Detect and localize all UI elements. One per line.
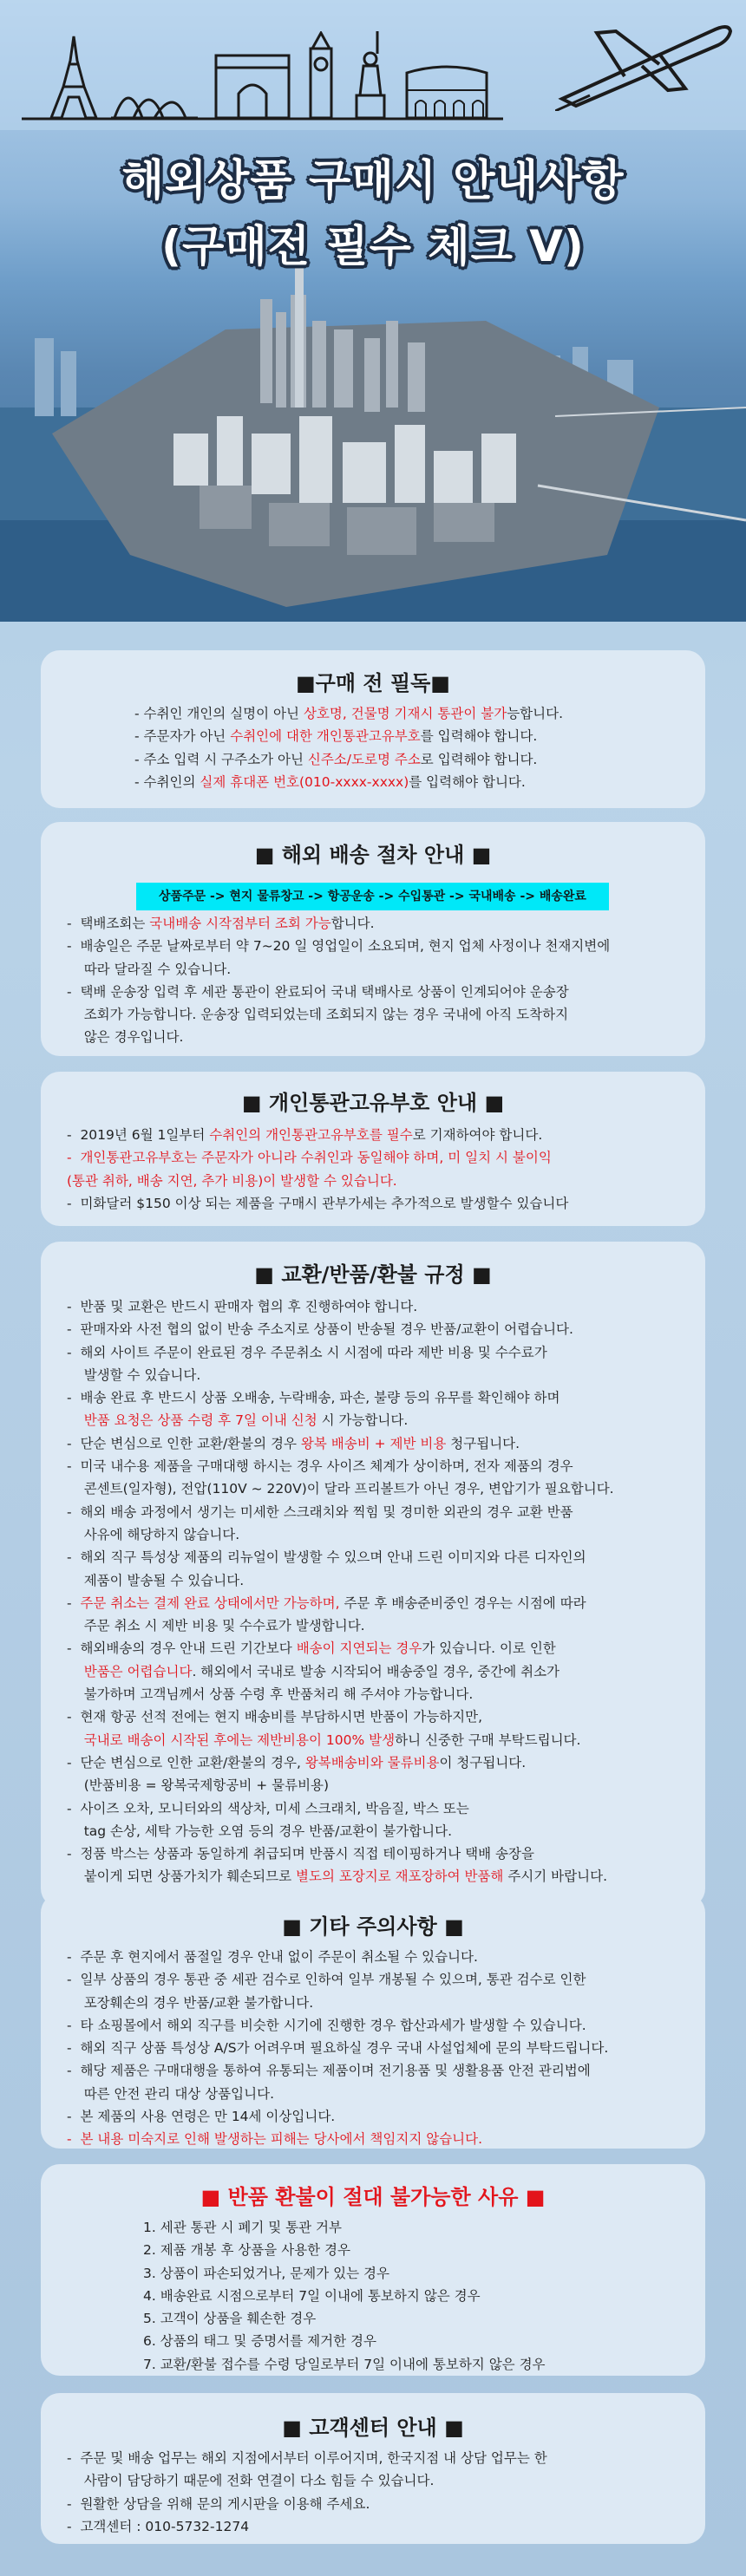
list-item: [67, 1968, 608, 1991]
text-segment: 불가하며 고객님께서 상품 수령 후 반품처리 해 주셔야 가능합니다.: [67, 1686, 474, 1703]
text-segment: (반품비용 = 왕복국제항공비 + 물류비용): [67, 1777, 330, 1794]
text-segment: - 주문자가 아닌: [134, 728, 231, 745]
list-item: [67, 1865, 614, 1888]
text-segment: - 반품 및 교환은 반드시 판매자 협의 후 진행하여야 합니다.: [67, 1299, 418, 1314]
list-item: [67, 1364, 614, 1386]
list-item: [67, 1751, 614, 1774]
text-segment: 따라 달라질 수 있습니다.: [67, 961, 232, 977]
list-item: [67, 1170, 568, 1192]
airplane-icon: [555, 16, 733, 111]
hero-title-line-2: (구매전 필수 체크 V): [161, 221, 585, 271]
text-segment: - 해당 제품은 구매대행을 통하여 유통되는 제품이며 전기용품 및 생활용품 안전 관리법에: [67, 2063, 591, 2079]
highlight-text: 반품은 어렵습니다: [83, 1663, 193, 1679]
other-notes-title: ■ 기타 주의사항 ■: [282, 1914, 464, 1939]
text-segment: - 택배조회는: [67, 916, 150, 931]
list-item: [67, 1192, 568, 1215]
list-item: [67, 935, 610, 957]
highlight-text: 별도의 포장지로 재포장하여 반품해: [296, 1868, 504, 1885]
highlight-text: 수취인의 개인통관고유부호를 필수: [209, 1127, 413, 1143]
text-segment: 가 있습니다. 이로 인한: [422, 1640, 556, 1657]
list-item: [67, 1546, 614, 1568]
list-item: [67, 1523, 614, 1546]
text-segment: - 판매자와 사전 협의 없이 반송 주소지로 상품이 반송될 경우 반품/교환이 어렵습니다.: [67, 1321, 573, 1338]
customs-code-title: ■ 개인통관고유부호 안내 ■: [241, 1091, 505, 1115]
text-segment: [67, 1664, 84, 1679]
text-segment: tag 손상, 세탁 가능한 오염 등의 경우 반품/교환이 불가합니다.: [67, 1823, 452, 1839]
pre-purchase-list: [134, 702, 563, 793]
list-item: [67, 2083, 608, 2105]
list-item: [67, 2105, 608, 2128]
text-segment: - 수취인의: [134, 773, 200, 790]
highlight-text: - 본 내용 미숙지로 인해 발생하는 피해는 당사에서 책임지지 않습니다.: [67, 2131, 483, 2148]
list-item: [67, 981, 610, 1003]
text-segment: - 본 제품의 사용 연령은 만 14세 이상입니다.: [67, 2109, 336, 2125]
return-policy-title: ■ 교환/반품/환불 규정 ■: [254, 1262, 492, 1287]
text-segment: - 택배 운송장 입력 후 세관 통관이 완료되어 국내 택배사로 상품이 인계되어야 운송장: [67, 983, 569, 1000]
text-segment: 7. 교환/환불 접수를 수령 당일로부터 7일 이내에 통보하지 않은 경우: [143, 2356, 546, 2372]
text-segment: - 원활한 상담을 위해 문의 게시판을 이용해 주세요.: [67, 2495, 370, 2512]
shipping-list: [67, 912, 610, 1049]
opera-house-icon: [111, 75, 198, 120]
text-segment: 콘센트(일자형), 전압(110V ~ 220V)이 달라 프리볼트가 아닌 경우, 변압기가 필요합니다.: [67, 1481, 614, 1497]
highlight-text: 신주소/도로명 주소: [307, 751, 421, 767]
list-item: [67, 2014, 608, 2037]
shipping-flow-bar: 상품주문 -> 현지 물류창고 -> 항공운송 -> 수입통관 -> 국내배송 -> 배송완료: [136, 883, 609, 910]
list-item: [67, 1386, 614, 1409]
list-item: [67, 1124, 568, 1146]
text-segment: 합니다.: [330, 916, 375, 931]
list-item: [67, 1946, 608, 1968]
highlight-text: 상호명, 건물명 기재시 통관이 불가: [303, 706, 507, 721]
list-item: [143, 2216, 546, 2239]
text-segment: - 2019년 6월 1일부터: [67, 1127, 210, 1143]
other-notes-card: [41, 1894, 705, 2149]
text-segment: - 배송 완료 후 반드시 상품 오배송, 누락배송, 파손, 불량 등의 유무를 확인해야 하며: [67, 1390, 560, 1406]
text-segment: 를 입력해야 합니다.: [420, 728, 538, 745]
text-segment: 3. 상품이 파손되었거나, 문제가 있는 경우: [143, 2265, 389, 2281]
highlight-text: (통관 취하, 배송 지연, 추가 비용)이 발생할 수 있습니다.: [67, 1172, 397, 1189]
list-item: [143, 2353, 546, 2376]
text-segment: - 정품 박스는 상품과 동일하게 취급되며 반품시 직접 테이핑하거나 택배 송장을: [67, 1846, 534, 1862]
shipping-title: ■ 해외 배송 절차 안내 ■: [254, 843, 492, 867]
text-segment: - 해외 직구 상품 특성상 A/S가 어려우며 필요하실 경우 국내 사설업체에 문의 부탁드립니다.: [67, 2040, 609, 2057]
customs-code-card: [41, 1072, 705, 1226]
other-notes-list: [67, 1946, 608, 2151]
text-segment: - 배송일은 주문 날짜로부터 약 7~20 일 영업일이 소요되며, 현지 업체 사정이나 천재지변에: [67, 938, 611, 955]
shipping-card: [41, 822, 705, 1056]
list-item: [67, 1026, 610, 1048]
text-segment: 사람이 담당하기 때문에 전화 연결이 다소 힘들 수 있습니다.: [67, 2473, 435, 2489]
pre-purchase-title: ■구매 전 필독■: [296, 671, 450, 695]
text-segment: [67, 1412, 84, 1428]
text-segment: - 일부 상품의 경우 통관 중 세관 검수로 인하여 일부 개봉될 수 있으며, 통관 검수로 인한: [67, 1972, 586, 1988]
list-item: [67, 2469, 547, 2492]
list-item: [67, 1729, 614, 1751]
highlight-text: 국내로 배송이 시작된 후에는 제반비용이 100% 발생: [83, 1731, 396, 1748]
list-item: [67, 1295, 614, 1318]
text-segment: - 미화달러 $150 이상 되는 제품을 구매시 관부가세는 추가적으로 발생할수 있습니다: [67, 1195, 569, 1211]
text-segment: - 미국 내수용 제품을 구매대행 하시는 경우 사이즈 체계가 상이하며, 전자 제품의 경우: [67, 1458, 573, 1475]
text-segment: 발생할 수 있습니다.: [67, 1366, 201, 1383]
list-item: [143, 2307, 546, 2330]
text-segment: 이 청구됩니다.: [439, 1754, 527, 1771]
no-refund-title: ■ 반품 환불이 절대 불가능한 사유 ■: [200, 2185, 546, 2209]
text-segment: 4. 배송완료 시점으로부터 7일 이내에 통보하지 않은 경우: [143, 2287, 481, 2304]
list-item: [67, 1432, 614, 1455]
list-item: [67, 2037, 608, 2059]
list-item: [143, 2239, 546, 2261]
text-segment: - 주문 후 현지에서 품절일 경우 안내 없이 주문이 취소될 수 있습니다.: [67, 1949, 478, 1965]
text-segment: 를 입력해야 합니다.: [409, 773, 526, 790]
list-item: [67, 1409, 614, 1431]
customer-service-card: [41, 2393, 705, 2544]
eiffel-tower-icon: [48, 35, 100, 120]
text-segment: 주시기 바랍니다.: [503, 1868, 607, 1885]
list-item: [134, 748, 563, 771]
no-refund-card: [41, 2164, 705, 2376]
list-item: [67, 2515, 547, 2538]
list-item: [67, 1455, 614, 1477]
highlight-text: 실제 휴대폰 번호(010-xxxx-xxxx): [200, 773, 409, 790]
text-segment: - 주소 입력 시 구주소가 아닌: [134, 751, 308, 767]
list-item: [67, 2493, 547, 2515]
text-segment: 포장훼손의 경우 반품/교환 불가합니다.: [67, 1994, 314, 2011]
colosseum-icon: [403, 61, 490, 120]
text-segment: - 단순 변심으로 인한 교환/환불의 경우: [67, 1435, 301, 1451]
text-segment: [67, 1732, 84, 1748]
list-item: [67, 958, 610, 981]
text-segment: 로 입력해야 합니다.: [420, 751, 538, 767]
hero-banner: [0, 0, 746, 622]
text-segment: 붙이게 되면 상품가치가 훼손되므로: [67, 1868, 297, 1885]
list-item: [67, 1318, 614, 1340]
list-item: [67, 1003, 610, 1026]
text-segment: 조회가 가능합니다. 운송장 입력되었는데 조회되지 않는 경우 국내에 아직 도착하지: [67, 1007, 569, 1023]
highlight-text: 수취인에 대한 개인통관고유부호: [230, 728, 421, 745]
customer-service-title: ■ 고객센터 안내 ■: [282, 2416, 464, 2440]
list-item: [67, 1614, 614, 1637]
list-item: [67, 1774, 614, 1797]
highlight-text: 배송이 지연되는 경우: [296, 1640, 422, 1657]
text-segment: 능합니다.: [507, 706, 564, 721]
highlight-text: 반품 요청은 상품 수령 후 7일 이내 신청: [83, 1412, 317, 1429]
hero-title-line-1: 해외상품 구매시 안내사항: [121, 155, 625, 205]
highlight-text: 주문 취소는 결제 완료 상태에서만 가능하며,: [80, 1595, 340, 1611]
list-item: [67, 1592, 614, 1614]
text-segment: . 해외에서 국내로 발송 시작되어 배송중일 경우, 중간에 취소가: [192, 1663, 560, 1679]
text-segment: 로 기재하여야 합니다.: [412, 1127, 543, 1143]
return-policy-list: [67, 1295, 614, 1888]
text-segment: 주문 후 배송준비중인 경우는 시점에 따라: [339, 1595, 586, 1611]
highlight-text: - 개인통관고유부호는 주문자가 아니라 수취인과 동일해야 하며, 미 일치 시 불이익: [67, 1150, 552, 1166]
list-item: [67, 1705, 614, 1728]
list-item: [67, 1660, 614, 1683]
list-item: [67, 1637, 614, 1660]
list-item: [67, 1842, 614, 1865]
pre-purchase-card: [41, 650, 705, 808]
list-item: [67, 1341, 614, 1364]
text-segment: - 사이즈 오차, 모니터와의 색상차, 미세 스크래치, 박음질, 박스 또는: [67, 1800, 469, 1816]
list-item: [67, 1797, 614, 1820]
text-segment: 청구됩니다.: [446, 1435, 520, 1451]
list-item: [67, 1146, 568, 1169]
text-segment: 시 가능합니다.: [317, 1412, 409, 1429]
customer-service-list: [67, 2447, 547, 2538]
no-refund-list: [143, 2216, 546, 2376]
text-segment: 5. 고객이 상품을 훼손한 경우: [143, 2311, 317, 2327]
text-segment: - 고객센터 : 010-5732-1274: [67, 2518, 250, 2534]
text-segment: 2. 제품 개봉 후 상품을 사용한 경우: [143, 2242, 351, 2259]
customs-code-list: [67, 1124, 568, 1215]
list-item: [134, 725, 563, 747]
text-segment: 따른 안전 관리 대상 상품입니다.: [67, 2085, 274, 2102]
list-item: [134, 771, 563, 793]
list-item: [67, 1569, 614, 1592]
text-segment: - 주문 및 배송 업무는 해외 지점에서부터 이루어지며, 한국지점 내 상담 업무는 한: [67, 2450, 547, 2466]
list-item: [143, 2262, 546, 2285]
list-item: [143, 2285, 546, 2307]
text-segment: 6. 상품의 태그 및 증명서를 제거한 경우: [143, 2333, 376, 2350]
text-segment: -: [67, 1595, 81, 1611]
return-policy-card: [41, 1242, 705, 1908]
text-segment: - 수취인 개인의 실명이 아닌: [134, 706, 304, 721]
text-segment: 하니 신중한 구매 부탁드립니다.: [395, 1731, 581, 1748]
list-item: [67, 2128, 608, 2150]
highlight-text: 왕복 배송비 + 제반 비용: [300, 1435, 447, 1451]
text-segment: - 해외 배송 과정에서 생기는 미세한 스크래치와 찍힘 및 경미한 외관의 경우 교환 반품: [67, 1503, 573, 1520]
text-segment: - 해외배송의 경우 안내 드린 기간보다: [67, 1640, 297, 1657]
list-item: [67, 1820, 614, 1842]
text-segment: - 타 쇼핑몰에서 해외 직구를 비슷한 시기에 진행한 경우 합산과세가 발생할 수 있습니다.: [67, 2017, 586, 2033]
text-segment: - 해외 사이트 주문이 완료된 경우 주문취소 시 시점에 따라 제반 비용 및 수수료가: [67, 1344, 547, 1360]
statue-of-liberty-icon: [351, 28, 395, 120]
list-item: [67, 2059, 608, 2082]
highlight-text: 국내배송 시작점부터 조회 가능: [149, 916, 331, 931]
text-segment: 주문 취소 시 제반 비용 및 수수료가 발생합니다.: [67, 1618, 365, 1634]
list-item: [67, 912, 610, 935]
arc-de-triomphe-icon: [213, 52, 292, 120]
big-ben-icon: [304, 31, 338, 120]
text-segment: - 해외 직구 특성상 제품의 리뉴얼이 발생할 수 있으며 안내 드린 이미지와 다른 디자인의: [67, 1549, 586, 1566]
list-item: [67, 1501, 614, 1523]
text-segment: - 단순 변심으로 인한 교환/환불의 경우,: [67, 1754, 305, 1771]
list-item: [134, 702, 563, 725]
list-item: [67, 1477, 614, 1500]
list-item: [67, 2447, 547, 2469]
text-segment: 사유에 해당하지 않습니다.: [67, 1526, 240, 1542]
list-item: [67, 1683, 614, 1705]
text-segment: 1. 세관 통관 시 폐기 및 통관 거부: [143, 2220, 342, 2235]
list-item: [67, 1992, 608, 2014]
text-segment: - 현재 항공 선적 전에는 현지 배송비를 부담하시면 반품이 가능하지만,: [67, 1709, 483, 1725]
text-segment: 않은 경우입니다.: [67, 1029, 184, 1046]
list-item: [143, 2330, 546, 2352]
text-segment: 제품이 발송될 수 있습니다.: [67, 1572, 245, 1588]
highlight-text: 왕복배송비와 물류비용: [304, 1754, 440, 1771]
